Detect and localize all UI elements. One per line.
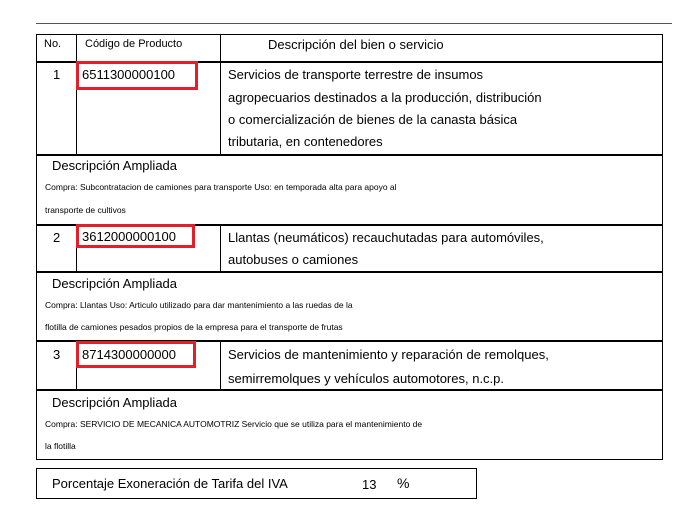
item-1-desc-line-2: agropecuarios destinados a la producción, distribución: [228, 90, 542, 105]
item-2-extended-label: Descripción Ampliada: [52, 276, 178, 291]
item-2-desc-line-2: autobuses o camiones: [228, 252, 359, 267]
item-1-no: 1: [53, 67, 61, 82]
exoneration-value: 13: [362, 477, 377, 492]
item-2-divider-2: [220, 224, 221, 273]
header-divider-1: [76, 34, 77, 63]
item-3-extended-line-1: Compra: SERVICIO DE MECANICA AUTOMOTRIZ Servicio que se utiliza para el mantenimiento de: [45, 419, 423, 429]
item-1-desc-line-1: Servicios de transporte terrestre de insumos: [228, 67, 484, 82]
item-3-extended-line-2: la flotilla: [45, 441, 76, 451]
item-3-desc-line-2: semirremolques y vehículos automotores, n.c.p.: [228, 371, 505, 386]
top-rule: [36, 23, 672, 24]
item-2-code: 3612000000100: [82, 229, 176, 244]
exoneration-unit: %: [397, 475, 410, 491]
item-1-desc-line-4: tributaria, en contenedores: [228, 134, 383, 149]
header-no: No.: [44, 38, 62, 50]
item-1-extended-line-2: transporte de cultivos: [45, 205, 126, 215]
item-3-desc-line-1: Servicios de mantenimiento y reparación de remolques,: [228, 347, 549, 362]
item-1-divider-2: [220, 61, 221, 156]
item-2-desc-line-1: Llantas (neumáticos) recauchutadas para automóviles,: [228, 230, 544, 245]
header-code: Código de Producto: [85, 38, 183, 50]
item-3-extended-label: Descripción Ampliada: [52, 395, 178, 410]
header-divider-2: [220, 34, 221, 63]
item-2-no: 2: [53, 230, 61, 245]
item-1-desc-line-3: o comercialización de bienes de la canasta básica: [228, 112, 518, 127]
item-3-code: 8714300000000: [82, 347, 176, 362]
item-3-no: 3: [53, 347, 61, 362]
item-3-divider-2: [220, 340, 221, 391]
item-1-extended-label: Descripción Ampliada: [52, 158, 178, 173]
exoneration-label: Porcentaje Exoneración de Tarifa del IVA: [52, 476, 288, 491]
item-2-extended-line-2: flotilla de camiones pesados propios de la empresa para el transporte de frutas: [45, 322, 343, 332]
item-2-extended-line-1: Compra: Llantas Uso: Articulo utilizado para dar mantenimiento a las ruedas de la: [45, 300, 353, 310]
item-1-extended-line-1: Compra: Subcontratacion de camiones para transporte Uso: en temporada alta para apoyo al: [45, 182, 397, 192]
item-1-code: 6511300000100: [82, 67, 176, 82]
header-description: Descripción del bien o servicio: [268, 37, 444, 52]
